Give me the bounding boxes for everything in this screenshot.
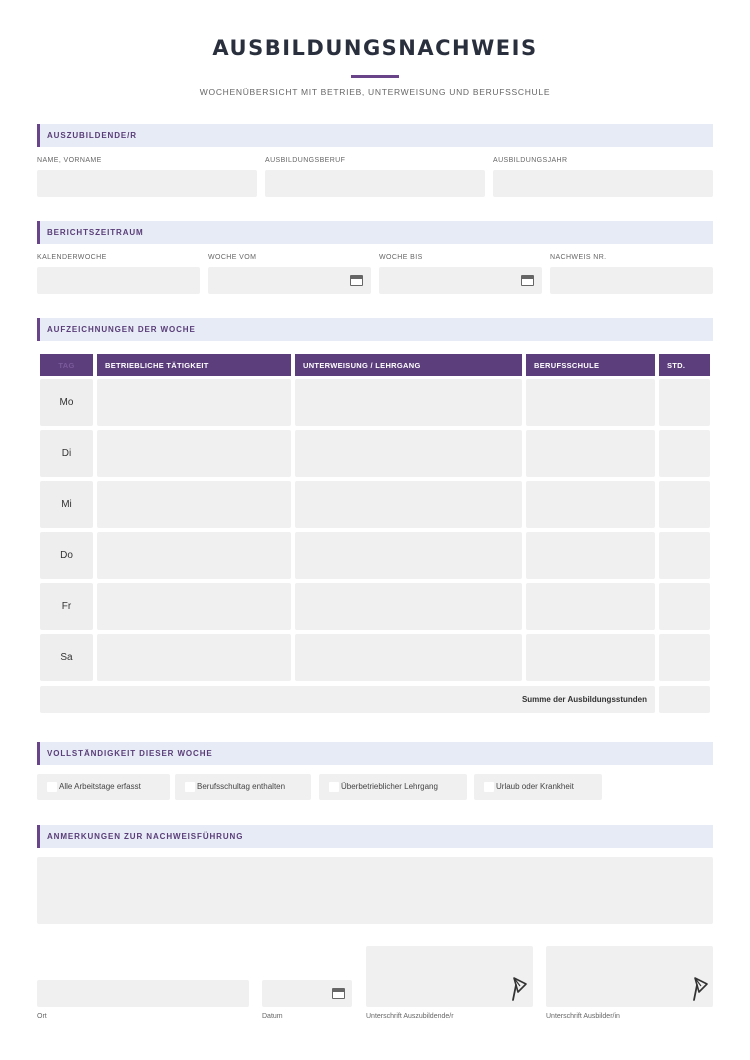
page-title: AUSBILDUNGSNACHWEIS (212, 36, 538, 60)
company-activity-cell[interactable] (97, 532, 291, 579)
hours-cell[interactable] (659, 634, 710, 681)
day-cell: Mo (40, 379, 93, 426)
sum-label: Summe der Ausbildungsstunden (521, 695, 647, 704)
vocational-school-cell[interactable] (526, 379, 655, 426)
place-field[interactable] (37, 980, 249, 1007)
calendar-week-field[interactable] (37, 267, 200, 294)
section-records-header (37, 318, 713, 341)
page-subtitle: WOCHENÜBERSICHT MIT BETRIEB, UNTERWEISUNG UND BERUFSSCHULE (199, 87, 551, 97)
name-label: NAME, VORNAME (37, 157, 102, 164)
day-cell: Fr (40, 583, 93, 630)
place-label: Ort (37, 1013, 47, 1020)
section-remarks-title: ANMERKUNGEN ZUR NACHWEISFÜHRUNG (47, 832, 244, 841)
hours-cell[interactable] (659, 481, 710, 528)
report-no-label: NACHWEIS NR. (550, 254, 607, 261)
checkbox-box[interactable] (185, 782, 195, 792)
instruction-cell[interactable] (295, 481, 522, 528)
section-remarks-header (37, 825, 713, 848)
company-activity-cell[interactable] (97, 430, 291, 477)
date-label: Datum (262, 1013, 283, 1020)
training-year-field[interactable] (493, 170, 713, 197)
calendar-icon[interactable] (521, 275, 534, 286)
checkbox-box[interactable] (47, 782, 57, 792)
column-header-instruction: UNTERWEISUNG / LEHRGANG (295, 354, 522, 376)
day-cell: Do (40, 532, 93, 579)
trainee-signature-field[interactable] (366, 946, 533, 1007)
instruction-cell[interactable] (295, 532, 522, 579)
vocational-school-cell[interactable] (526, 583, 655, 630)
section-records-title: AUFZEICHNUNGEN DER WOCHE (47, 325, 196, 334)
instruction-cell[interactable] (295, 634, 522, 681)
checkbox-external-course[interactable] (319, 774, 467, 800)
instruction-cell[interactable] (295, 379, 522, 426)
section-period-header (37, 221, 713, 244)
calendar-week-label: KALENDERWOCHE (37, 254, 107, 261)
sum-hours-field[interactable] (659, 686, 710, 713)
hours-cell[interactable] (659, 379, 710, 426)
checkbox-label: Alle Arbeitstage erfasst (59, 782, 141, 791)
section-completeness-title: VOLLSTÄNDIGKEIT DIESER WOCHE (47, 749, 213, 758)
vocational-school-cell[interactable] (526, 532, 655, 579)
week-from-field[interactable] (208, 267, 371, 294)
vocational-school-cell[interactable] (526, 634, 655, 681)
trainer-signature-label: Unterschrift Ausbilder/in (546, 1013, 620, 1020)
name-field[interactable] (37, 170, 257, 197)
pen-icon (692, 976, 710, 1002)
day-cell: Mi (40, 481, 93, 528)
instruction-cell[interactable] (295, 430, 522, 477)
company-activity-cell[interactable] (97, 634, 291, 681)
sum-row (40, 686, 655, 713)
week-to-label: WOCHE BIS (379, 254, 423, 261)
training-year-label: AUSBILDUNGSJAHR (493, 157, 568, 164)
checkbox-school-day[interactable] (175, 774, 311, 800)
section-trainee-title: AUSZUBILDENDE/R (47, 131, 137, 140)
trainer-signature-field[interactable] (546, 946, 713, 1007)
company-activity-cell[interactable] (97, 583, 291, 630)
vocational-school-cell[interactable] (526, 430, 655, 477)
column-header-hours: STD. (659, 354, 710, 376)
checkbox-vacation-sick[interactable] (474, 774, 602, 800)
calendar-icon[interactable] (350, 275, 363, 286)
day-cell: Sa (40, 634, 93, 681)
occupation-label: AUSBILDUNGSBERUF (265, 157, 346, 164)
title-underline (351, 75, 399, 78)
calendar-icon[interactable] (332, 988, 345, 999)
hours-cell[interactable] (659, 532, 710, 579)
column-header-company-activity: BETRIEBLICHE TÄTIGKEIT (97, 354, 291, 376)
checkbox-box[interactable] (329, 782, 339, 792)
pen-icon (511, 976, 529, 1002)
checkbox-label: Urlaub oder Krankheit (496, 782, 574, 791)
column-header-day: TAG (40, 354, 93, 376)
day-cell: Di (40, 430, 93, 477)
section-period-title: BERICHTSZEITRAUM (47, 228, 144, 237)
column-header-vocational-school: BERUFSSCHULE (526, 354, 655, 376)
checkbox-label: Berufsschultag enthalten (197, 782, 286, 791)
occupation-field[interactable] (265, 170, 485, 197)
company-activity-cell[interactable] (97, 481, 291, 528)
week-to-field[interactable] (379, 267, 542, 294)
section-completeness-header (37, 742, 713, 765)
hours-cell[interactable] (659, 583, 710, 630)
hours-cell[interactable] (659, 430, 710, 477)
instruction-cell[interactable] (295, 583, 522, 630)
remarks-field[interactable] (37, 857, 713, 924)
checkbox-box[interactable] (484, 782, 494, 792)
checkbox-all-workdays[interactable] (37, 774, 170, 800)
vocational-school-cell[interactable] (526, 481, 655, 528)
section-trainee-header (37, 124, 713, 147)
week-from-label: WOCHE VOM (208, 254, 257, 261)
report-no-field[interactable] (550, 267, 713, 294)
company-activity-cell[interactable] (97, 379, 291, 426)
trainee-signature-label: Unterschrift Auszubildende/r (366, 1013, 454, 1020)
checkbox-label: Überbetrieblicher Lehrgang (341, 782, 438, 791)
date-field[interactable] (262, 980, 352, 1007)
